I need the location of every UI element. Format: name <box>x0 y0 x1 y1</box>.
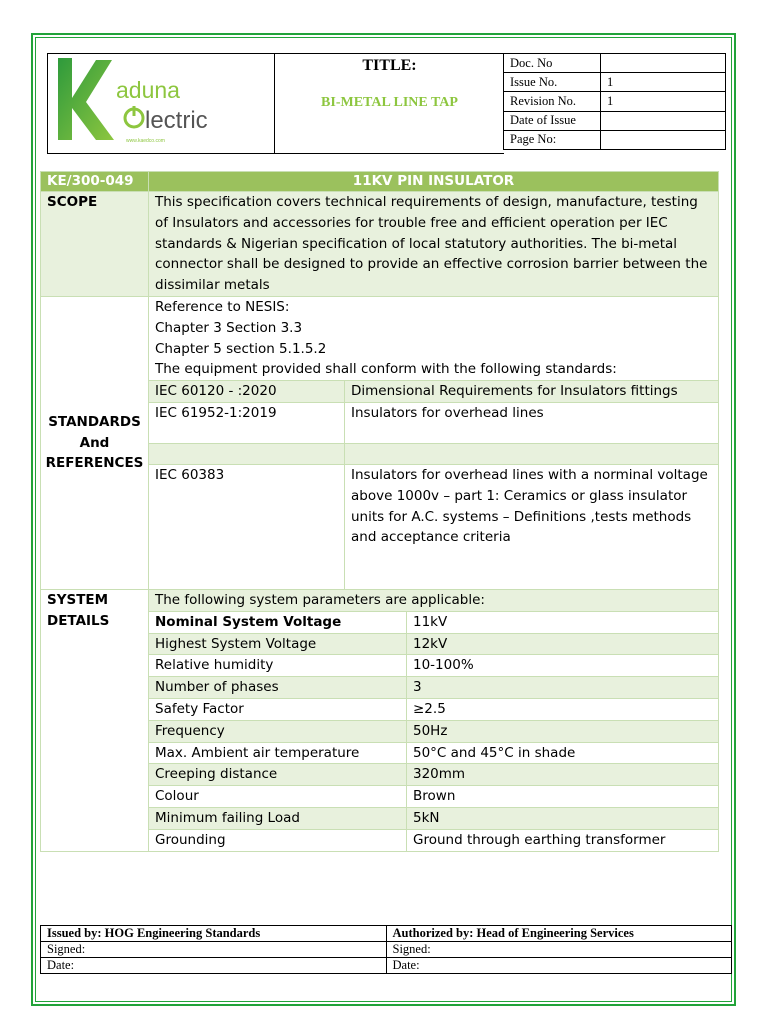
signoff-table <box>40 925 732 974</box>
param-row <box>149 698 718 720</box>
spec-header-row <box>41 172 719 192</box>
standard-code: IEC 61952-1:2019 <box>149 402 345 443</box>
svg-text:www.kaedco.com: www.kaedco.com <box>126 138 165 144</box>
standards-row <box>41 296 719 589</box>
param-value: Brown <box>407 786 719 808</box>
meta-key: Issue No. <box>504 73 601 92</box>
reference-line: Reference to NESIS: <box>155 298 290 315</box>
system-content <box>149 589 719 851</box>
param-row <box>149 720 718 742</box>
meta-row <box>504 54 726 73</box>
param-value: 12kV <box>407 633 719 655</box>
standards-label-line: REFERENCES <box>45 455 144 472</box>
reference-lines <box>149 297 718 380</box>
standard-code: IEC 60383 <box>149 464 345 589</box>
standards-subtable <box>149 380 718 589</box>
param-value: 320mm <box>407 764 719 786</box>
standard-desc: Dimensional Requirements for Insulators fittings <box>345 381 719 403</box>
document-title: BI-METAL LINE TAP <box>321 95 458 110</box>
param-name: Highest System Voltage <box>149 633 407 655</box>
param-row <box>149 742 718 764</box>
scope-label: SCOPE <box>41 192 149 297</box>
meta-row <box>504 92 726 111</box>
meta-row <box>504 111 726 130</box>
standards-label-line: STANDARDS <box>48 413 141 430</box>
meta-key: Date of Issue <box>504 111 601 130</box>
spec-name: 11KV PIN INSULATOR <box>149 172 719 192</box>
param-row <box>149 655 718 677</box>
system-label <box>41 589 149 851</box>
param-row <box>149 829 718 850</box>
param-value: 50°C and 45°C in shade <box>407 742 719 764</box>
param-value: Ground through earthing transformer <box>407 829 719 850</box>
standard-desc: Insulators for overhead lines <box>345 402 719 443</box>
standard-row <box>149 464 718 589</box>
spec-code: KE/300-049 <box>41 172 149 192</box>
param-name: Number of phases <box>149 677 407 699</box>
param-value: ≥2.5 <box>407 698 719 720</box>
system-label-line: SYSTEM <box>47 591 109 608</box>
authorized-date: Date: <box>386 958 732 974</box>
meta-value <box>601 130 726 149</box>
signoff-row <box>41 926 732 942</box>
standards-label-line: And <box>79 434 110 451</box>
scope-row <box>41 192 719 297</box>
standard-code <box>149 443 345 464</box>
standard-desc: Insulators for overhead lines with a norminal voltage above 1000v – part 1: Ceramics or glass insulator units for A.C. systems – Definitions ,tests methods and acceptance criteria <box>345 464 719 589</box>
reference-line: The equipment provided shall conform with the following standards: <box>155 361 617 378</box>
param-value: 5kN <box>407 807 719 829</box>
svg-text:lectric: lectric <box>145 107 208 134</box>
param-row <box>149 807 718 829</box>
param-value: 10-100% <box>407 655 719 677</box>
issued-by: Issued by: HOG Engineering Standards <box>41 926 387 942</box>
param-row <box>149 786 718 808</box>
meta-row <box>504 73 726 92</box>
authorized-signed: Signed: <box>386 942 732 958</box>
system-label-line: DETAILS <box>47 612 110 629</box>
svg-text:aduna: aduna <box>116 77 180 103</box>
kaduna-electric-logo <box>48 54 274 153</box>
param-row <box>149 764 718 786</box>
system-params-table <box>149 611 718 851</box>
meta-value <box>601 54 726 73</box>
title-label: TITLE: <box>362 57 417 74</box>
param-name: Frequency <box>149 720 407 742</box>
issued-signed: Signed: <box>41 942 387 958</box>
authorized-by: Authorized by: Head of Engineering Services <box>386 926 732 942</box>
meta-value: 1 <box>601 73 726 92</box>
scope-text: This specification covers technical requirements of design, manufacture, testing of Insulators and accessories for trouble free and efficient operation per IEC standards & Nigerian specification of local statutory authorities. The bi-metal connector shall be designed to provide an effective corrosion barrier between the dissimilar metals <box>149 192 719 297</box>
param-name: Safety Factor <box>149 698 407 720</box>
param-name: Grounding <box>149 829 407 850</box>
param-name: Relative humidity <box>149 655 407 677</box>
meta-key: Doc. No <box>504 54 601 73</box>
standard-row <box>149 402 718 443</box>
document-meta-table <box>503 53 726 150</box>
param-row <box>149 677 718 699</box>
reference-line: Chapter 5 section 5.1.5.2 <box>155 340 327 357</box>
standard-row <box>149 443 718 464</box>
param-name: Minimum failing Load <box>149 807 407 829</box>
signoff-row <box>41 958 732 974</box>
param-name: Creeping distance <box>149 764 407 786</box>
standard-code: IEC 60120 - :2020 <box>149 381 345 403</box>
param-name: Max. Ambient air temperature <box>149 742 407 764</box>
signoff-row <box>41 942 732 958</box>
param-row <box>149 611 718 633</box>
meta-key: Revision No. <box>504 92 601 111</box>
param-name: Colour <box>149 786 407 808</box>
meta-value: 1 <box>601 92 726 111</box>
title-cell <box>275 53 504 154</box>
standards-content <box>149 296 719 589</box>
param-value: 50Hz <box>407 720 719 742</box>
logo-cell <box>47 53 275 154</box>
standard-row <box>149 381 718 403</box>
meta-row <box>504 130 726 149</box>
system-intro: The following system parameters are applicable: <box>149 590 718 611</box>
meta-value <box>601 111 726 130</box>
param-name: Nominal System Voltage <box>149 611 407 633</box>
reference-line: Chapter 3 Section 3.3 <box>155 319 303 336</box>
param-value: 3 <box>407 677 719 699</box>
param-value: 11kV <box>407 611 719 633</box>
standards-label <box>41 296 149 589</box>
standard-desc <box>345 443 719 464</box>
system-row <box>41 589 719 851</box>
param-row <box>149 633 718 655</box>
meta-key: Page No: <box>504 130 601 149</box>
issued-date: Date: <box>41 958 387 974</box>
spec-table <box>40 171 719 852</box>
